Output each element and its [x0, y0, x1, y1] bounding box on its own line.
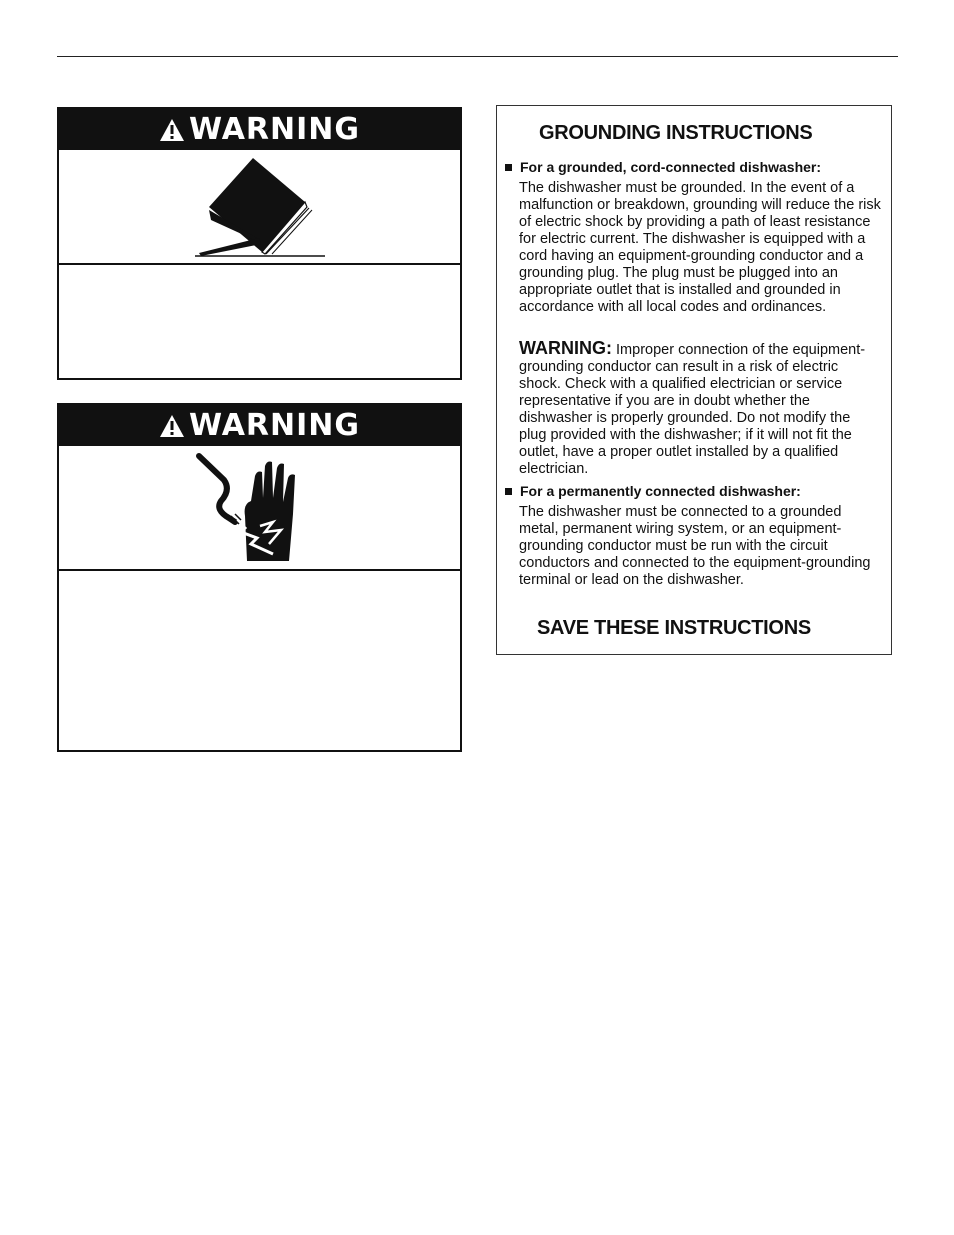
warning-body [59, 571, 460, 750]
cord-connected-heading [505, 159, 821, 175]
warning-paragraph [519, 340, 881, 478]
tipover-icon [59, 150, 460, 263]
grounding-title: GROUNDING INSTRUCTIONS [539, 122, 813, 144]
warning-icon-area [59, 150, 460, 265]
save-instructions: SAVE THESE INSTRUCTIONS [537, 617, 811, 639]
bullet-square-icon [505, 164, 512, 171]
top-rule [57, 56, 898, 57]
warning-body [59, 265, 460, 378]
electric-shock-icon [59, 446, 460, 569]
bullet-square-icon [505, 488, 512, 495]
warning-header [59, 109, 460, 150]
warning-word: WARNING: [519, 338, 612, 358]
warning-text: Improper connection of the equipment-grounding conductor can result in a risk of electric shock. Check with a qualified electrician or service representative if you are in doubt whether the dishwasher is properly grounded. Do not modify the plug provided with the dishwasher; if it will not fit the outlet, have a proper outlet installed by a qualified electrician. [519, 342, 866, 477]
warning-box-shock [57, 403, 462, 752]
cord-connected-heading-text: For a grounded, cord-connected dishwasher: [520, 159, 822, 175]
warning-icon-area [59, 446, 460, 571]
warning-label: WARNING [188, 112, 361, 147]
grounding-instructions-box [496, 105, 892, 655]
warning-box-tipover [57, 107, 462, 380]
permanent-connected-text: The dishwasher must be connected to a grounded metal, permanent wiring system, or an equipment-grounding conductor must be run with the circuit conductors and connected to the equipment-grounding terminal or lead on the dishwasher. [519, 504, 871, 588]
warning-triangle-icon [159, 414, 185, 438]
cord-connected-text: The dishwasher must be grounded. In the event of a malfunction or breakdown, grounding will reduce the risk of electric shock by providing a path of least resistance for electric current. The dishwasher is equipped with a cord having an equipment-grounding conductor and a grounding plug. The plug must be plugged into an appropriate outlet that is installed and grounded in accordance with all local codes and ordinances. [519, 180, 881, 315]
warning-label: WARNING [188, 408, 361, 443]
permanent-connected-heading [505, 483, 801, 499]
warning-header [59, 405, 460, 446]
warning-triangle-icon [159, 118, 185, 142]
permanent-connected-heading-text: For a permanently connected dishwasher: [520, 483, 801, 499]
